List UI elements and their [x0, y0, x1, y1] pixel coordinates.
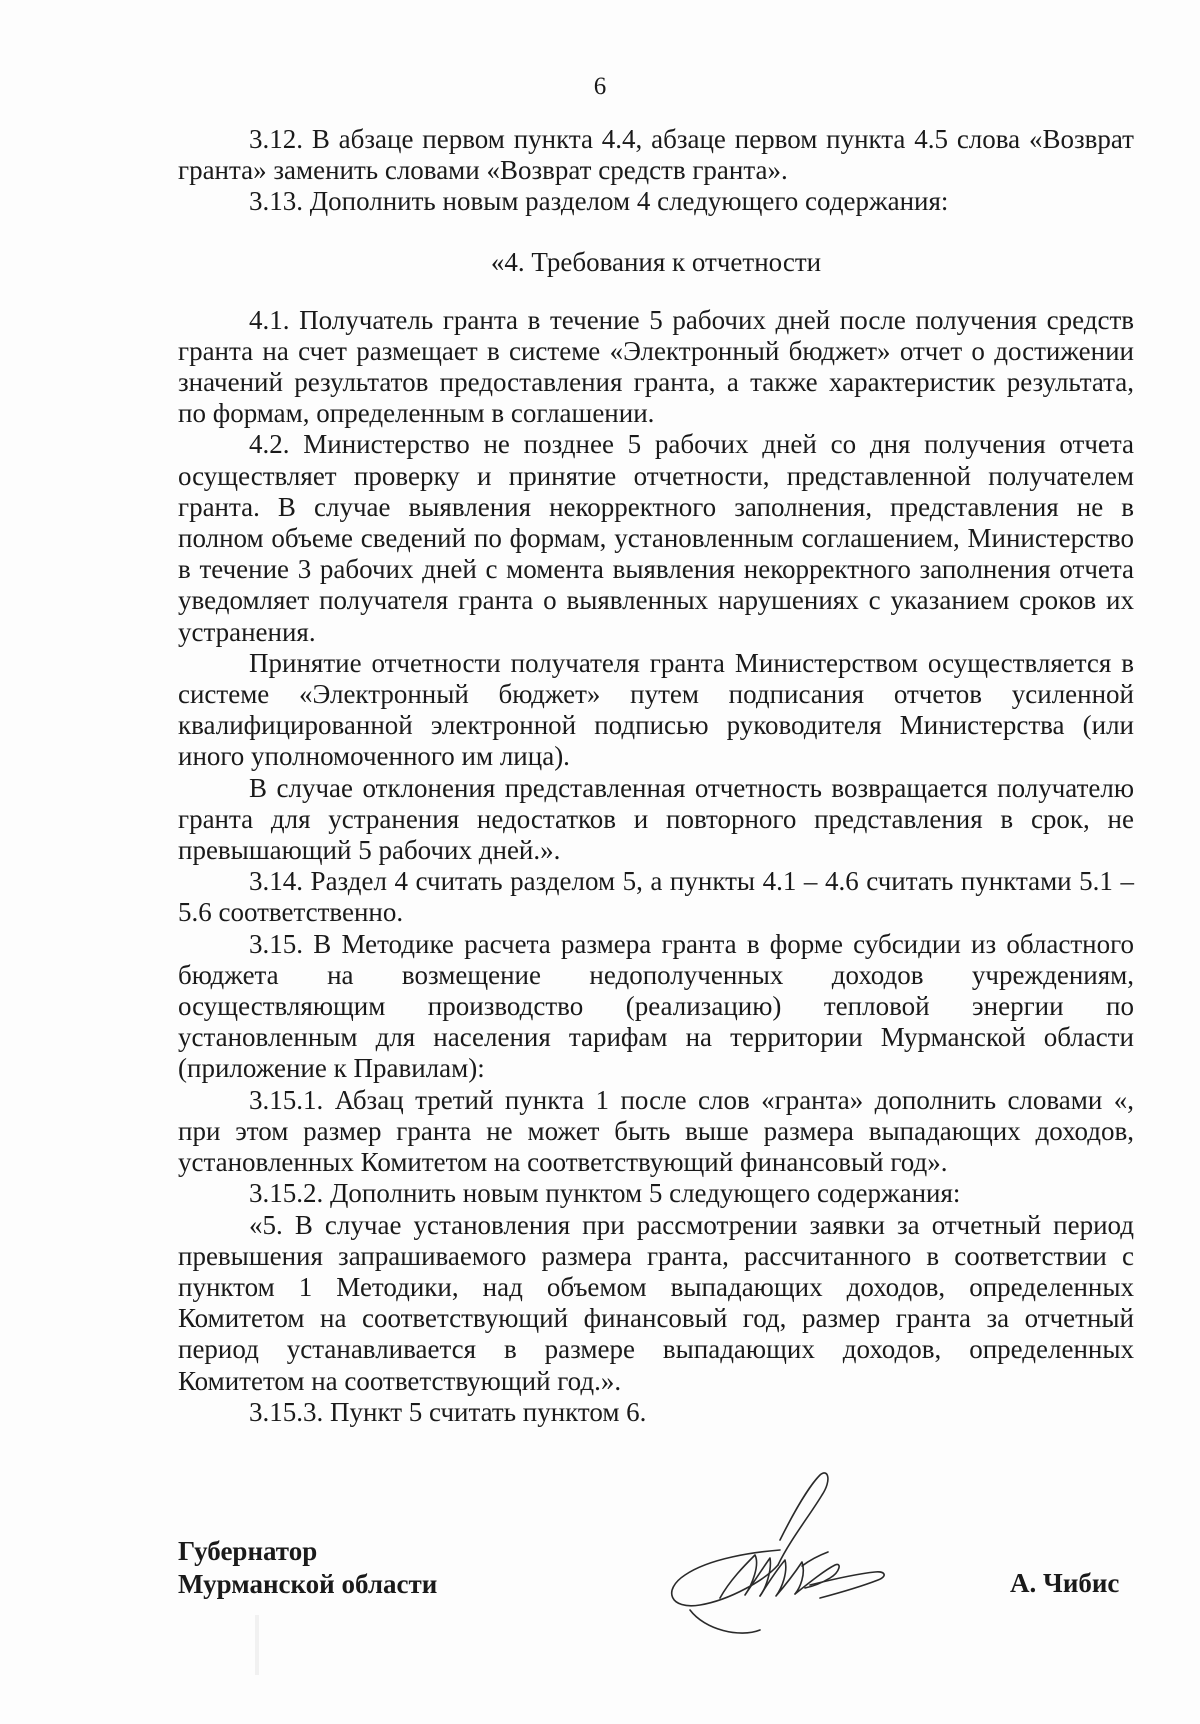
paragraph-rejection: В случае отклонения представленная отчетность возвращается получателю гранта для устранения недостатков и повторного представления в срок, не превышающий 5 рабочих дней.».	[178, 772, 1134, 866]
page-number: 6	[593, 73, 607, 100]
paragraph-3-15-3: 3.15.3. Пункт 5 считать пунктом 6.	[249, 1396, 647, 1427]
paragraph-3-13: 3.13. Дополнить новым разделом 4 следующего содержания:	[249, 186, 949, 217]
signatory-position-line1: Губернатор	[178, 1536, 318, 1566]
signatory-position-line2: Мурманской области	[178, 1569, 438, 1599]
handwritten-signature	[660, 1470, 900, 1645]
paragraph-3-15-1: 3.15.1. Абзац третий пункта 1 после слов «гранта» дополнить словами «, при этом размер гранта не может быть выше размера выпадающих доходов, установленных Комитетом на соответствующий финансовый год».	[178, 1084, 1134, 1178]
section-heading: «4. Требования к отчетности	[490, 246, 822, 277]
signatory-name: А. Чибис	[1010, 1568, 1120, 1598]
scan-artifact	[255, 1615, 259, 1675]
paragraph-3-12: 3.12. В абзаце первом пункта 4.4, абзаце первом пункта 4.5 слова «Возврат гранта» заменить словами «Возврат средств гранта».	[178, 124, 1134, 186]
signatory-position	[178, 1535, 437, 1601]
paragraph-3-14: 3.14. Раздел 4 считать разделом 5, а пункты 4.1 – 4.6 считать пунктами 5.1 – 5.6 соответственно.	[178, 866, 1134, 928]
paragraph-4-2: 4.2. Министерство не позднее 5 рабочих дней со дня получения отчета осуществляет проверку и принятие отчетности, представленной получателем гранта. В случае выявления некорректного заполнения, представления не в полном объеме сведений по формам, установленным соглашением, Министерство в течение 3 рабочих дней с момента выявления некорректного заполнения отчета уведомляет получателя гранта о выявленных нарушениях с указанием сроков их устранения.	[178, 429, 1134, 647]
paragraph-3-15-2: 3.15.2. Дополнить новым пунктом 5 следующего содержания:	[249, 1178, 961, 1209]
document-body	[178, 124, 1134, 1428]
paragraph-new-point-5: «5. В случае установления при рассмотрении заявки за отчетный период превышения запрашиваемого размера гранта, рассчитанного в соответствии с пунктом 1 Методики, над объемом выпадающих доходов, определенных Комитетом на соответствующий финансовый год, размер гранта за отчетный период устанавливается в размере выпадающих доходов, определенных Комитетом на соответствующий год.».	[178, 1209, 1134, 1396]
paragraph-3-15: 3.15. В Методике расчета размера гранта в форме субсидии из областного бюджета на возмещение недополученных доходов учреждениям, осуществляющим производство (реализацию) тепловой энергии по установленным для населения тарифам на территории Мурманской области (приложение к Правилам):	[178, 928, 1134, 1084]
paragraph-acceptance: Принятие отчетности получателя гранта Министерством осуществляется в системе «Электронный бюджет» путем подписания отчетов усиленной квалифицированной электронной подписью руководителя Министерства (или иного уполномоченного им лица).	[178, 647, 1134, 772]
paragraph-4-1: 4.1. Получатель гранта в течение 5 рабочих дней после получения средств гранта на счет размещает в системе «Электронный бюджет» отчет о достижении значений результатов предоставления гранта, а также характеристик результата, по формам, определенным в соглашении.	[178, 304, 1134, 429]
